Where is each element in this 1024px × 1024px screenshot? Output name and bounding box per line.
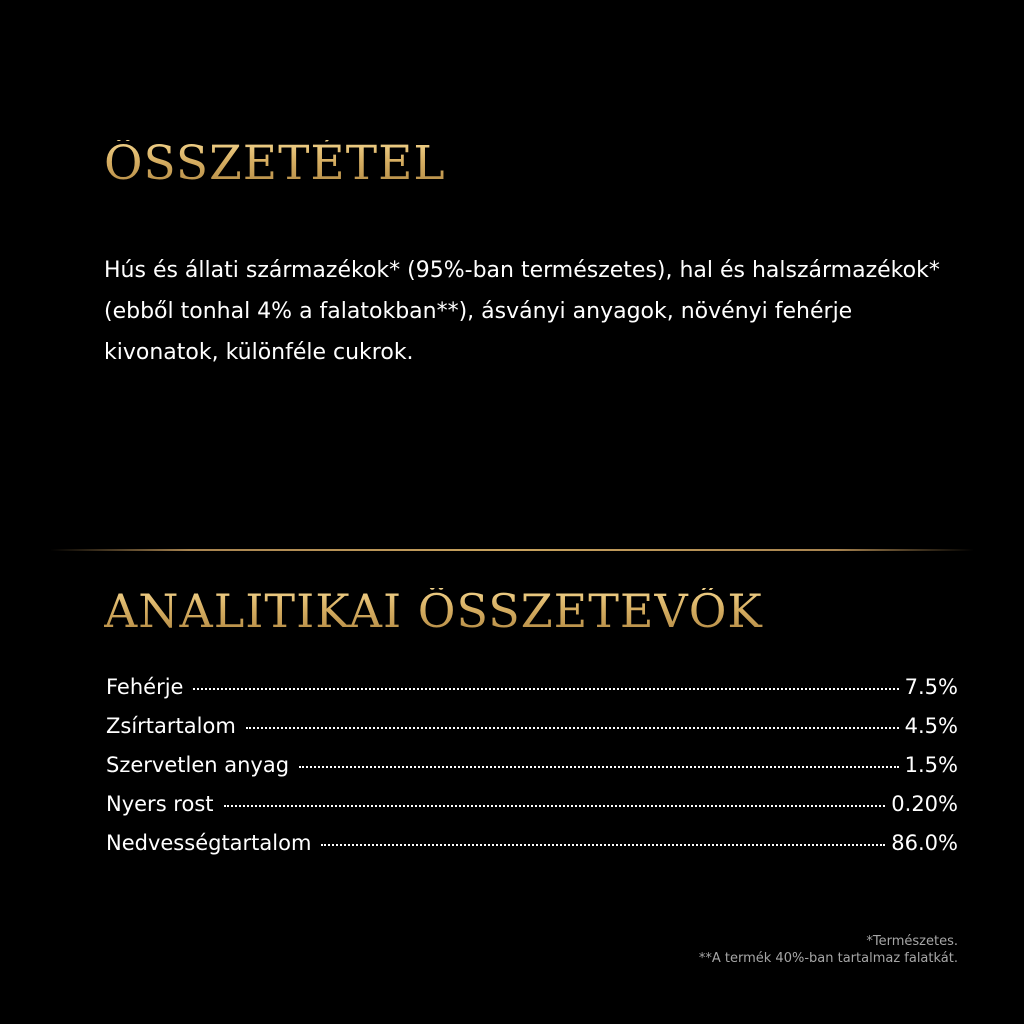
- nutrient-row-moisture: [106, 831, 958, 870]
- composition-heading: ÖSSZETÉTEL: [104, 136, 446, 191]
- nutrient-name: Szervetlen anyag: [106, 753, 290, 777]
- nutrient-name: Nyers rost: [106, 792, 214, 816]
- footnote-natural: *Természetes.: [866, 934, 958, 949]
- nutrient-value: 0.20%: [891, 792, 958, 816]
- footnote-chunks: **A termék 40%-ban tartalmaz falatkát.: [698, 951, 958, 966]
- gold-divider: [50, 549, 974, 551]
- composition-text: Hús és állati származékok* (95%-ban természetes), hal és halszármazékok* (ebből tonhal 4% a falatokban**), ásványi anyagok, növényi fehérje kivonatok, különféle cukrok.: [104, 258, 940, 365]
- nutrient-name: Zsírtartalom: [106, 714, 236, 738]
- nutrient-row-fat: [106, 714, 958, 753]
- dotted-leader: [246, 727, 899, 729]
- dotted-leader: [193, 688, 898, 690]
- dotted-leader: [299, 766, 899, 768]
- nutrient-value: 86.0%: [891, 831, 958, 855]
- nutrient-row-ash: [106, 753, 958, 792]
- nutrient-value: 7.5%: [904, 675, 958, 699]
- nutrient-table: [106, 675, 958, 870]
- nutrient-value: 1.5%: [904, 753, 958, 777]
- nutrient-row-fibre: [106, 792, 958, 831]
- nutrient-value: 4.5%: [904, 714, 958, 738]
- nutrient-name: Nedvességtartalom: [106, 831, 312, 855]
- nutrient-name: Fehérje: [106, 675, 184, 699]
- analytical-heading: ANALITIKAI ÖSSZETEVŐK: [104, 584, 763, 638]
- nutrient-row-protein: [106, 675, 958, 714]
- footnotes: [699, 933, 958, 967]
- dotted-leader: [321, 844, 885, 846]
- dotted-leader: [224, 805, 886, 807]
